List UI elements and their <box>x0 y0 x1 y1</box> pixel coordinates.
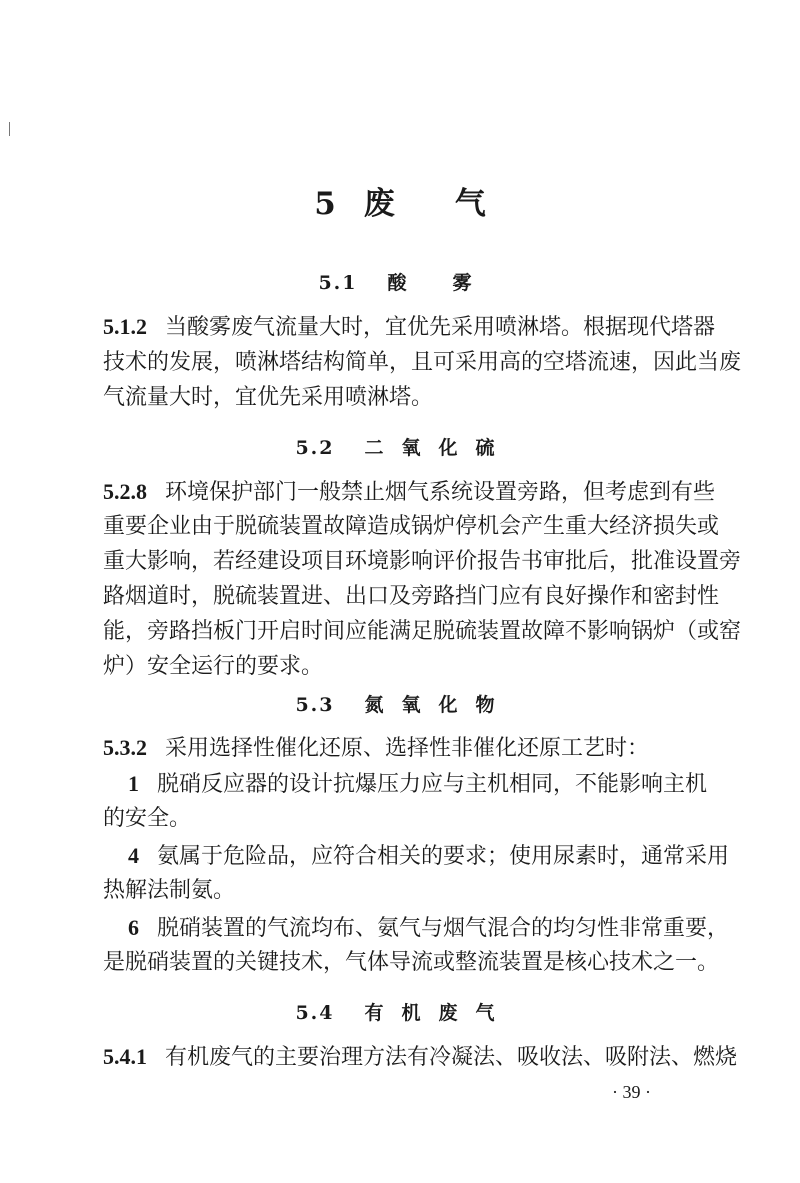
item-text: 脱硝反应器的设计抗爆压力应与主机相同，不能影响主机 <box>157 772 708 797</box>
clause-number: 5.4.1 <box>103 1044 147 1069</box>
clause-5-4-1-line <box>103 1042 738 1072</box>
clause-number: 5.3.2 <box>103 735 147 760</box>
section-title-char: 氧 <box>401 694 423 716</box>
section-number: 5.1 <box>318 272 358 294</box>
chapter-title <box>0 178 800 223</box>
section-title-char: 雾 <box>452 272 474 294</box>
chapter-title-part: 废 <box>363 186 395 222</box>
scan-margin-mark <box>9 122 10 136</box>
clause-5-2-8-line: 炉）安全运行的要求。 <box>103 654 324 679</box>
clause-5-2-8-line: 重要企业由于脱硫装置故障造成锅炉停机会产生重大经济损失或 <box>103 514 720 539</box>
item-4-line: 热解法制氨。 <box>103 878 236 903</box>
section-title-char: 化 <box>438 437 460 459</box>
clause-number: 5.2.8 <box>103 479 147 504</box>
clause-5-1-2-line <box>103 312 716 342</box>
item-6-line: 是脱硝装置的关键技术，气体导流或整流装置是核心技术之一。 <box>103 950 720 975</box>
clause-text: 当酸雾废气流量大时，宜优先采用喷淋塔。根据现代塔器 <box>165 315 716 340</box>
section-number: 5.4 <box>295 1002 335 1024</box>
section-title-char: 废 <box>438 1002 460 1024</box>
clause-text: 环境保护部门一般禁止烟气系统设置旁路，但考虑到有些 <box>165 480 716 505</box>
item-number: 4 <box>128 843 139 868</box>
section-title-char: 硫 <box>475 437 497 459</box>
chapter-number: 5 <box>314 186 336 222</box>
section-title-char: 氮 <box>364 694 386 716</box>
clause-5-1-2-line: 气流量大时，宜优先采用喷淋塔。 <box>103 385 434 410</box>
item-4-line <box>128 841 730 871</box>
section-title-char: 二 <box>364 437 386 459</box>
item-number: 1 <box>128 771 139 796</box>
section-title-char: 化 <box>438 694 460 716</box>
clause-5-1-2-line: 技术的发展，喷淋塔结构简单，且可采用高的空塔流速，因此当废 <box>103 350 742 375</box>
section-title-char: 气 <box>475 1002 497 1024</box>
section-number: 5.2 <box>295 437 335 459</box>
item-text: 脱硝装置的气流均布、氨气与烟气混合的均匀性非常重要， <box>157 916 730 941</box>
section-heading-5-1 <box>0 268 800 295</box>
item-6-line <box>128 913 730 943</box>
clause-5-2-8-line: 路烟道时，脱硫装置进、出口及旁路挡门应有良好操作和密封性 <box>103 584 720 609</box>
section-heading-5-3 <box>0 690 800 717</box>
clause-text: 采用选择性催化还原、选择性非催化还原工艺时： <box>165 736 650 761</box>
section-number: 5.3 <box>295 694 335 716</box>
section-title-char: 有 <box>364 1002 386 1024</box>
section-title-char: 氧 <box>401 437 423 459</box>
section-heading-5-4 <box>0 998 800 1025</box>
clause-5-2-8-line: 能，旁路挡板门开启时间应能满足脱硫装置故障不影响锅炉（或窑 <box>103 619 742 644</box>
page-number: · 39 · <box>612 1082 651 1102</box>
chapter-title-part: 气 <box>454 186 486 222</box>
clause-5-2-8-line <box>103 477 716 507</box>
clause-text: 有机废气的主要治理方法有冷凝法、吸收法、吸附法、燃烧 <box>165 1045 738 1070</box>
item-text: 氨属于危险品，应符合相关的要求；使用尿素时，通常采用 <box>157 844 730 869</box>
item-1-line <box>128 769 708 799</box>
item-1-line: 的安全。 <box>103 806 192 831</box>
item-number: 6 <box>128 915 139 940</box>
section-heading-5-2 <box>0 433 800 460</box>
clause-5-3-2-line <box>103 733 697 763</box>
clause-5-2-8-line: 重大影响，若经建设项目环境影响评价报告书审批后，批准设置旁 <box>103 549 742 574</box>
section-title-char: 机 <box>401 1002 423 1024</box>
section-title-char: 物 <box>475 694 497 716</box>
section-title-char: 酸 <box>387 272 409 294</box>
clause-number: 5.1.2 <box>103 314 147 339</box>
